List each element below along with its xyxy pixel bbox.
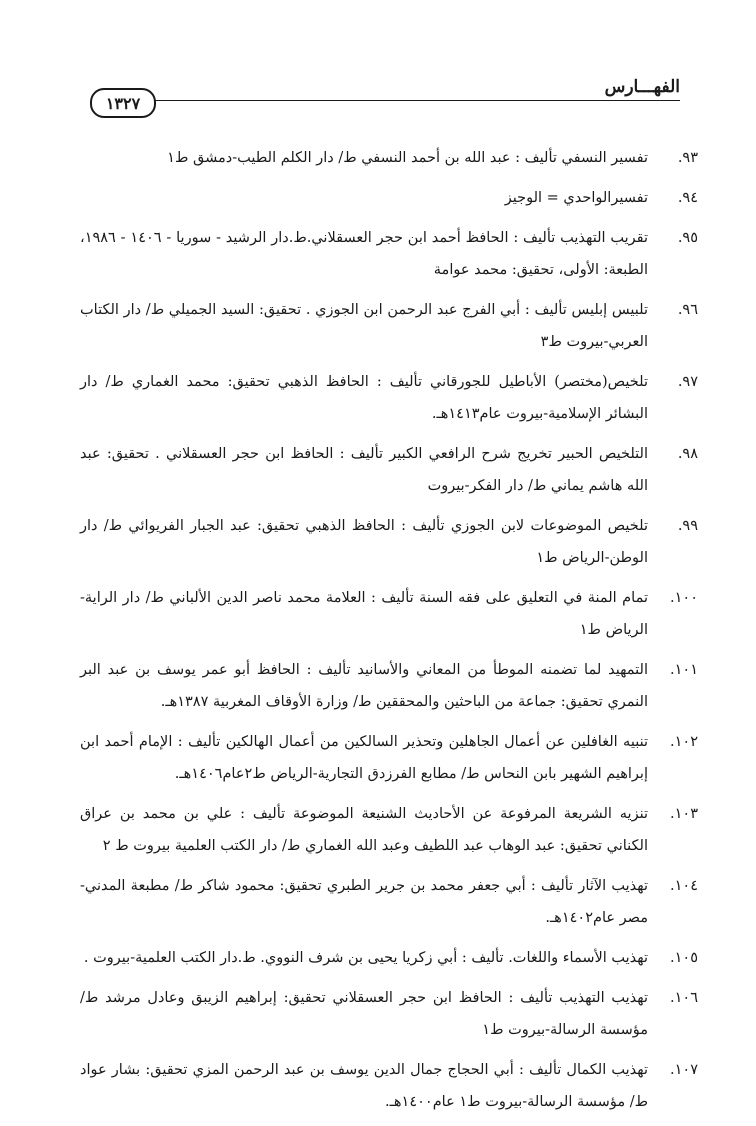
bibliography-entry — [80, 142, 698, 174]
bibliography-entry — [80, 982, 698, 1046]
entry-number: ٩٧. — [677, 374, 698, 390]
bibliography-entry — [80, 222, 698, 286]
entry-text: التلخيص الحبير تخريج شرح الرافعي الكبير تأليف : الحافظ ابن حجر العسقلاني . تحقيق: عبد الله هاشم يماني ط/ دار الفكر-بيروت — [80, 446, 648, 494]
bibliography-entry — [80, 366, 698, 430]
entry-text: التمهيد لما تضمنه الموطأ من المعاني والأسانيد تأليف : الحافظ أبو عمر يوسف بن عبد البر النمري تحقيق: جماعة من الباحثين والمحققين ط/ وزارة الأوقاف المغربية ١٣٨٧هـ. — [80, 662, 648, 710]
bibliography-entry — [80, 798, 698, 862]
bibliography-entry — [80, 582, 698, 646]
entry-number: ٩٨. — [677, 446, 698, 462]
entry-number: ٩٦. — [677, 302, 698, 318]
page-number: ١٣٢٧ — [90, 88, 156, 118]
entry-text: تفسيرالواحدي = الوجيز — [504, 190, 648, 206]
entry-text: تلخيص(مختصر) الأباطيل للجورقاني تأليف : الحافظ الذهبي تحقيق: محمد الغماري ط/ دار البشائر الإسلامية-بيروت عام١٤١٣هـ. — [80, 374, 648, 422]
entry-number: ٩٥. — [677, 230, 698, 246]
bibliography-entry — [80, 294, 698, 358]
entry-number: ٩٣. — [677, 150, 698, 166]
bibliography-entry — [80, 182, 698, 214]
bibliography-entry — [80, 654, 698, 718]
entry-number: ١٠٤. — [670, 878, 698, 894]
header-rule — [150, 100, 680, 101]
bibliography-list — [80, 142, 698, 1126]
page-header — [90, 76, 680, 116]
entry-text: تقريب التهذيب تأليف : الحافظ أحمد ابن حجر العسقلاني.ط.دار الرشيد - سوريا - ١٤٠٦ - ١٩٨٦، الطبعة: الأولى، تحقيق: محمد عوامة — [80, 230, 648, 278]
entry-text: تفسير النسفي تأليف : عبد الله بن أحمد النسفي ط/ دار الكلم الطيب-دمشق ط١ — [167, 150, 648, 166]
entry-text: تهذيب الكمال تأليف : أبي الحجاج جمال الدين يوسف بن عبد الرحمن المزي تحقيق: بشار عواد ط/ مؤسسة الرسالة-بيروت ط١ عام١٤٠٠هـ. — [80, 1062, 648, 1110]
bibliography-entry — [80, 726, 698, 790]
entry-number: ١٠٥. — [670, 950, 698, 966]
entry-number: ٩٤. — [677, 190, 698, 206]
entry-number: ١٠٧. — [670, 1062, 698, 1078]
entry-text: تلبيس إبليس تأليف : أبي الفرج عبد الرحمن ابن الجوزي . تحقيق: السيد الجميلي ط/ دار الكتاب العربي-بيروت ط٣ — [80, 302, 648, 350]
entry-number: ١٠٣. — [670, 806, 698, 822]
entry-number: ١٠٠. — [670, 590, 698, 606]
bibliography-entry — [80, 870, 698, 934]
entry-text: تنزيه الشريعة المرفوعة عن الأحاديث الشنيعة الموضوعة تأليف : علي بن محمد بن عراق الكناني تحقيق: عبد الوهاب عبد اللطيف وعبد الله الغماري ط/ دار الكتب العلمية بيروت ط ٢ — [80, 806, 648, 854]
entry-text: تهذيب التهذيب تأليف : الحافظ ابن حجر العسقلاني تحقيق: إبراهيم الزيبق وعادل مرشد ط/ مؤسسة الرسالة-بيروت ط١ — [80, 990, 648, 1038]
entry-number: ١٠٦. — [670, 990, 698, 1006]
entry-text: تلخيص الموضوعات لابن الجوزي تأليف : الحافظ الذهبي تحقيق: عبد الجبار الفريوائي ط/ دار الوطن-الرياض ط١ — [80, 518, 648, 566]
entry-number: ١٠١. — [670, 662, 698, 678]
entry-text: تنبيه الغافلين عن أعمال الجاهلين وتحذير السالكين من أعمال الهالكين تأليف : الإمام أحمد ابن إبراهيم الشهير بابن النحاس ط/ مطابع الفرزدق التجارية-الرياض ط٢عام١٤٠٦هـ. — [80, 734, 648, 782]
bibliography-entry — [80, 510, 698, 574]
entry-text: تهذيب الآثار تأليف : أبي جعفر محمد بن جرير الطبري تحقيق: محمود شاكر ط/ مطبعة المدني-مصر عام١٤٠٢هـ. — [80, 878, 648, 926]
bibliography-entry — [80, 1054, 698, 1118]
entry-text: تمام المنة في التعليق على فقه السنة تأليف : العلامة محمد ناصر الدين الألباني ط/ دار الراية- الرياض ط١ — [80, 590, 648, 638]
entry-number: ١٠٢. — [670, 734, 698, 750]
bibliography-entry — [80, 438, 698, 502]
running-title: الفهـــارس — [604, 77, 680, 97]
entry-text: تهذيب الأسماء واللغات. تأليف : أبي زكريا يحيى بن شرف النووي. ط.دار الكتب العلمية-بيروت . — [83, 950, 648, 966]
bibliography-entry — [80, 942, 698, 974]
entry-number: ٩٩. — [677, 518, 698, 534]
